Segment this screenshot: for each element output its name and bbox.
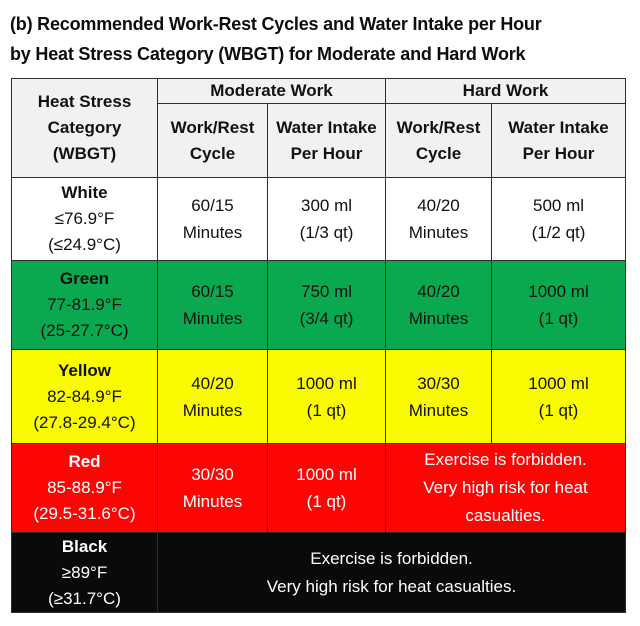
cell-line: (1 qt) [306, 400, 347, 420]
temp-range-f: ≤76.9°F [54, 209, 115, 228]
temp-range-c: (≥31.7°C) [48, 588, 121, 608]
cell-line: (1/3 qt) [299, 223, 354, 242]
red-moderate-workrest-cell [158, 444, 268, 533]
cell-line: (3/4 qt) [299, 309, 354, 328]
forbidden-note-line: Very high risk for heat casualties. [423, 478, 588, 525]
red-hard-forbidden-cell [386, 444, 626, 533]
cell-line: 60/15 [191, 282, 234, 301]
temp-range-f: 82-84.9°F [47, 386, 122, 406]
header-moderate-work: Moderate Work [158, 79, 386, 104]
cell-line: (1 qt) [538, 309, 579, 328]
category-cell-white [12, 178, 158, 261]
forbidden-note-line: Exercise is forbidden. [310, 548, 473, 568]
cell-line: Minutes [408, 400, 469, 420]
category-name: Black [61, 536, 108, 556]
green-hard-water-cell [492, 261, 626, 350]
yellow-hard-water-cell [492, 350, 626, 444]
category-name: Yellow [58, 360, 111, 380]
cell-line: 30/30 [191, 465, 234, 484]
temp-range-c: (≤24.9°C) [48, 235, 121, 254]
header-moderate-workrest: Work/Rest Cycle [158, 104, 268, 178]
cell-line: 40/20 [191, 373, 234, 393]
cell-line: 40/20 [417, 282, 460, 301]
cell-line: Minutes [182, 309, 243, 328]
white-moderate-water-cell [268, 178, 386, 261]
cell-line: Minutes [182, 492, 243, 511]
cell-line: Minutes [408, 223, 469, 242]
white-moderate-workrest-cell [158, 178, 268, 261]
category-name: Green [59, 269, 110, 288]
temp-range-f: 77-81.9°F [47, 295, 122, 314]
figure-title [0, 0, 640, 69]
temp-range-f: ≥89°F [61, 562, 108, 582]
header-category-line: (WBGT) [52, 144, 117, 163]
cell-line: 1000 ml [296, 373, 357, 393]
cell-line: (1/2 qt) [531, 223, 586, 242]
cell-line: 750 ml [300, 282, 353, 301]
black-forbidden-cell [158, 533, 626, 613]
forbidden-note-line: Very high risk for heat casualties. [266, 576, 517, 596]
header-moderate-water: Water Intake Per Hour [268, 104, 386, 178]
cell-line: 300 ml [300, 196, 353, 215]
header-group-row [12, 79, 626, 104]
cell-line: (1 qt) [306, 492, 347, 511]
cell-line: 1000 ml [528, 282, 589, 301]
yellow-hard-workrest-cell [386, 350, 492, 444]
cell-line: 1000 ml [528, 373, 589, 393]
forbidden-note-line: Exercise is forbidden. [424, 450, 587, 469]
header-hard-work: Hard Work [386, 79, 626, 104]
title-line-1: (b) Recommended Work-Rest Cycles and Water Intake per Hour [10, 14, 542, 34]
temp-range-f: 85-88.9°F [47, 478, 122, 497]
header-category-line: Category [47, 118, 122, 137]
cell-line: 1000 ml [296, 465, 357, 484]
yellow-moderate-workrest-cell [158, 350, 268, 444]
white-hard-workrest-cell [386, 178, 492, 261]
category-name: Red [68, 452, 101, 471]
cell-line: 40/20 [417, 196, 460, 215]
category-cell-yellow [12, 350, 158, 444]
cell-line: Minutes [408, 309, 469, 328]
title-line-2: by Heat Stress Category (WBGT) for Moderate and Hard Work [10, 44, 526, 64]
green-hard-workrest-cell [386, 261, 492, 350]
cell-line: 60/15 [191, 196, 234, 215]
header-category-cell [12, 79, 158, 178]
cell-line: 30/30 [417, 373, 460, 393]
temp-range-c: (29.5-31.6°C) [33, 504, 136, 523]
red-moderate-water-cell [268, 444, 386, 533]
table-row-red [12, 444, 626, 533]
temp-range-c: (25-27.7°C) [40, 321, 129, 340]
yellow-moderate-water-cell [268, 350, 386, 444]
table-row-black [12, 533, 626, 613]
table-row-white [12, 178, 626, 261]
temp-range-c: (27.8-29.4°C) [33, 412, 136, 432]
category-cell-black [12, 533, 158, 613]
table-row-green [12, 261, 626, 350]
green-moderate-water-cell [268, 261, 386, 350]
header-category-line: Heat Stress [37, 92, 132, 111]
green-moderate-workrest-cell [158, 261, 268, 350]
cell-line: Minutes [182, 223, 243, 242]
category-cell-green [12, 261, 158, 350]
header-hard-workrest: Work/Rest Cycle [386, 104, 492, 178]
header-hard-water: Water Intake Per Hour [492, 104, 626, 178]
category-name: White [61, 183, 108, 202]
cell-line: 500 ml [532, 196, 585, 215]
heat-stress-table [11, 78, 626, 613]
cell-line: (1 qt) [538, 400, 579, 420]
category-cell-red [12, 444, 158, 533]
white-hard-water-cell [492, 178, 626, 261]
table-row-yellow [12, 350, 626, 444]
cell-line: Minutes [182, 400, 243, 420]
